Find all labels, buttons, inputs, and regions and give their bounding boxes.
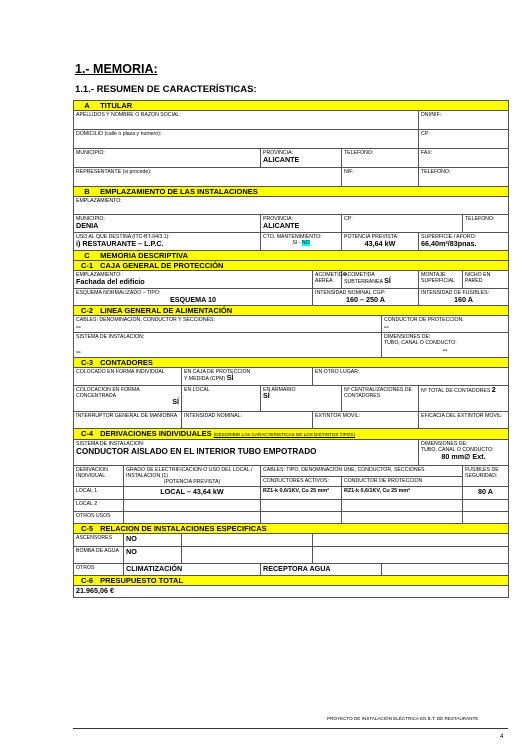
cables-label: CABLES: DENOMINACION, CONDUCTOR Y SECCIONES: (76, 316, 215, 323)
total-contadores-value[interactable]: 2 (491, 384, 496, 394)
superficie-label: SUPERFICIE / AFORO: (421, 233, 477, 240)
sistema-value[interactable]: CONDUCTOR AISLADO EN EL INTERIOR TUBO EMPOTRADO (76, 446, 317, 456)
presupuesto-row (74, 586, 509, 598)
dni-field[interactable]: DNI/NIF: (421, 111, 442, 118)
emplazamiento-row (74, 197, 509, 215)
cgp-emplazamiento-row (74, 271, 509, 289)
armario-value[interactable]: SÍ (263, 390, 270, 400)
caja-proteccion-value[interactable]: SÍ (226, 372, 234, 382)
section-c6-header (74, 576, 509, 586)
section-subheading: 1.1.- RESUMEN DE CARACTERÍSTICAS: (75, 84, 257, 95)
dimensiones-value[interactable]: 80 mm∅ Ext. (441, 451, 486, 461)
otros-label: OTROS (76, 564, 95, 571)
municipio-value[interactable]: DENIA (76, 220, 99, 230)
nif-field[interactable]: NIF: (344, 168, 354, 175)
extintor-movil-field[interactable]: EXTINTOR MOVIL: (315, 412, 361, 419)
emplazamiento-location-row (74, 215, 509, 233)
section-title: PRESUPUESTO TOTAL (100, 576, 184, 585)
section-letter: C-4 (80, 429, 94, 438)
fax-field[interactable]: FAX: (421, 149, 433, 156)
provincia-value[interactable]: ALICANTE (263, 220, 300, 230)
presupuesto-value[interactable]: 21.965,06 € (76, 585, 114, 595)
section-title: TITULAR (100, 101, 133, 110)
nicho-pared-option[interactable]: NICHO EN PARED (465, 271, 491, 284)
ascensores-label: ASCENSORES (76, 534, 113, 541)
cables-value[interactable]: -- (76, 321, 81, 331)
lga-cables-row (74, 316, 509, 333)
characteristics-form (73, 100, 508, 598)
section-letter: C (84, 251, 90, 260)
section-c3-header (74, 358, 509, 368)
cp-field[interactable]: CP: (344, 215, 353, 222)
dimensiones-label: DIMENSIONES DE: (421, 440, 468, 447)
especificas-ascensores-row (74, 534, 509, 547)
uso-label: USO AL QUE DESTINA (ITC-BT-04/3.1): (76, 233, 170, 240)
cables-header: CABLES: TIPO, DENOMINACION UNE, CONDUCTOR, SECCIONES (263, 466, 425, 473)
section-a-header (74, 101, 509, 111)
cto-si-option[interactable]: SI (292, 239, 298, 246)
section-b-header (74, 187, 509, 197)
telefono-representante-field[interactable]: TELEFONO: (421, 168, 451, 175)
di-row-label: OTROS USOS (76, 512, 111, 519)
section-c5-header (74, 524, 509, 534)
titular-address-row (74, 130, 509, 149)
otros-value-2[interactable]: RECEPTORA AGUA (263, 563, 331, 573)
section-c-header (74, 251, 509, 261)
dimensiones-value[interactable]: -- (442, 344, 448, 354)
section-title: CAJA GENERAL DE PROTECCIÓN (100, 261, 224, 270)
uso-value[interactable]: i) RESTAURANTE – L.P.C. (76, 238, 164, 248)
emplazamiento-field[interactable]: EMPLAZAMIENTO: (76, 197, 122, 204)
di-row-local-2 (74, 500, 509, 512)
section-letter: C-6 (80, 576, 94, 585)
caja-proteccion-option[interactable]: EN CAJA DE PROTECCION (184, 368, 251, 375)
representante-field[interactable]: REPRESENTANTE (si procede): (76, 168, 152, 175)
di-grado-value[interactable]: LOCAL – 43,64 kW (160, 486, 224, 496)
titular-representante-row (74, 168, 509, 187)
section-title: CONTADORES (100, 358, 153, 367)
section-title: DERIVACIONES INDIVIDUALES (100, 429, 212, 438)
esquema-value[interactable]: ESQUEMA 10 (169, 294, 217, 304)
subterranea-value[interactable]: SÍ (384, 275, 391, 285)
intensidad-cgp-value[interactable]: 160 – 250 A (346, 294, 385, 304)
derivacion-header: DERIVACION INDIVIDUAL (76, 466, 108, 479)
section-title: LINEA GENERAL DE ALIMENTACIÓN (100, 306, 233, 315)
bomba-agua-value[interactable]: NO (126, 546, 137, 556)
municipio-label: MUNICIPIO: (76, 215, 105, 222)
otros-value-1[interactable]: CLIMATIZACIÓN (126, 563, 183, 573)
di-fusibles-value[interactable]: 80 A (478, 486, 493, 496)
domicilio-field[interactable]: DOMICILIO (calle o plaza y numero): (76, 130, 162, 137)
especificas-otros-row (74, 564, 509, 576)
cto-no-option[interactable]: NO (301, 239, 310, 246)
conductor-proteccion-label: CONDUCTOR DE PROTECCION: (384, 316, 464, 323)
di-proteccion-value[interactable]: RZ1-k 0,6/1KV, Cu 25 mm² (344, 487, 411, 494)
conductores-activos-header: CONDUCTORES ACTIVOS: (263, 477, 329, 484)
section-letter: C-2 (80, 306, 94, 315)
di-sistema-row (74, 440, 509, 466)
section-letter: C-5 (80, 524, 94, 533)
section-c2-header (74, 306, 509, 316)
en-local-option[interactable]: EN LOCAL (184, 386, 210, 393)
di-activos-value[interactable]: RZ1-k 0,6/1KV, Cu 25 mm² (263, 487, 330, 494)
apellidos-field[interactable]: APELLIDOS Y NOMBRE O RAZON SOCIAL: (76, 111, 181, 118)
acometida-aerea-option[interactable]: ACOMETIDA AEREA (315, 271, 346, 284)
contadores-interruptor-row (74, 412, 509, 429)
acometida-label: ACOMETIDA (344, 271, 375, 278)
potencia-value[interactable]: 43,64 kW (364, 238, 396, 248)
especificas-bomba-row (74, 547, 509, 564)
cgp-esquema-row (74, 289, 509, 306)
potencia-label: POTENCIA PREVISTA: (344, 233, 399, 240)
cto-mantenimiento-label: CTO. MANTENIMIENTO: (263, 233, 322, 240)
sistema-value[interactable]: -- (76, 346, 81, 356)
ascensores-value[interactable]: NO (126, 533, 137, 543)
titular-name-row (74, 111, 509, 130)
section-title: MEMORIA DESCRIPTIVA (100, 251, 189, 260)
provincia-label: PROVINCIA: (263, 149, 293, 156)
intensidad-fusibles-value[interactable]: 160 A (454, 294, 473, 304)
emplazamiento-label: EMPLAZAMIENTO: (76, 271, 122, 278)
interruptor-general-label: INTERRUPTOR GENERAL DE MANIOBRA (76, 412, 178, 419)
telefono-field[interactable]: TELEFONO: (344, 149, 374, 156)
montaje-superficial-option[interactable]: MONTAJE SUPERFICIAL (421, 271, 456, 284)
di-header-row-1 (74, 466, 509, 477)
otro-lugar-field[interactable]: EN OTRO LUGAR: (315, 368, 360, 375)
titular-location-row (74, 149, 509, 168)
section-title: EMPLAZAMIENTO DE LAS INSTALACIONES (100, 187, 258, 196)
lga-sistema-row (74, 333, 509, 358)
fusibles-header: FUSIBLES DE SEGURIDAD: (465, 466, 499, 479)
cto-separator: - (297, 239, 302, 246)
dimensiones-label-2: TUBO, CANAL O CONDUCTO: (421, 446, 494, 453)
acometida-subterranea-option[interactable]: SUBTERRANEA (344, 278, 383, 285)
colocado-individual-label: COLOCADO EN FORMA INDIVIDUAL (76, 368, 165, 375)
di-row-otros (74, 512, 509, 524)
conductor-proteccion-value[interactable]: -- (384, 321, 389, 331)
concentrada-label: COLOCACION EN FORMA CONCENTRADA (76, 386, 140, 399)
section-title: RELACION DE INSTALACIONES ESPECIFICAS (100, 524, 267, 533)
grado-header: GRADO DE ELECTRIFICACION O USO DEL LOCAL / INSTALACION (1) (126, 466, 253, 479)
grado-header-2: (POTENCIA PREVISTA) (163, 478, 221, 485)
contadores-concentrada-row (74, 386, 509, 412)
section-letter: B (84, 187, 90, 196)
section-letter: C-3 (80, 358, 94, 367)
uso-row (74, 233, 509, 251)
intensidad-fusibles-label: INTENSIDAD DE FUSIBLES: (421, 289, 490, 296)
emplazamiento-value[interactable]: Fachada del edificio (76, 276, 145, 286)
section-letter: C-1 (80, 261, 94, 270)
sistema-label: SISTEMA DE INSTALACION: (76, 333, 145, 340)
en-armario-option[interactable]: EN ARMARIO (263, 386, 296, 393)
conductor-proteccion-header: CONDUCTOR DE PROTECCION (344, 477, 423, 484)
section-note: (DESCRIBIR LAS CARACTERISTICAS DE LOS DISTINTOS TIPOS) (213, 432, 355, 437)
telefono-field[interactable]: TELEFONO: (465, 215, 495, 222)
bomba-agua-label: BOMBA DE AGUA (76, 547, 119, 554)
caja-proteccion-label-2: Y MEDIDA (CPM) (184, 375, 226, 382)
intensidad-cgp-label: INTENSIDAD NOMINAL CGP: (315, 289, 386, 296)
eficacia-extintor-field[interactable]: EFICACIA DEL EXTINTOR MOVIL: (421, 412, 503, 419)
municipio-field[interactable]: MUNICIPIO: (76, 149, 105, 156)
di-row-local-1 (74, 487, 509, 500)
section-c4-header (74, 429, 509, 440)
dimensiones-label: DIMENSIONES DE: (384, 333, 431, 340)
superficie-value[interactable]: 66,40m²/83pnas. (421, 238, 477, 248)
centralizaciones-field[interactable]: Nº CENTRALIZACIONES DE CONTADORES (344, 386, 412, 399)
provincia-label: PROVINCIA: (263, 215, 293, 222)
section-c1-header (74, 261, 509, 271)
footer-text: PROYECTO DE INSTALACIÓN ELÉCTRICA EN B.T. DE RESTAURANTE (327, 716, 479, 721)
concentrada-value[interactable]: SÍ (172, 396, 179, 406)
page-heading: 1.- MEMORIA: (75, 62, 158, 76)
di-row-label: LOCAL 2 (76, 500, 98, 507)
contadores-individual-row (74, 368, 509, 386)
page-number: 4 (500, 734, 504, 740)
di-row-label: LOCAL 1 (76, 487, 98, 494)
cp-field[interactable]: CP: (421, 130, 430, 137)
sistema-label: SISTEMA DE INSTALACION: (76, 440, 145, 447)
esquema-label: ESQUEMA NORMALIZADO – TIPO: (76, 289, 161, 296)
section-letter: A (84, 101, 90, 110)
provincia-value[interactable]: ALICANTE (263, 154, 300, 164)
footer-divider (73, 728, 508, 729)
form-table (73, 100, 509, 598)
dimensiones-label-2: TUBO, CANAL O CONDUCTO: (384, 339, 457, 346)
total-contadores-label: Nº TOTAL DE CONTADORES (421, 387, 491, 394)
intensidad-nominal-field[interactable]: INTENSIDAD NOMINAL: (184, 412, 242, 419)
